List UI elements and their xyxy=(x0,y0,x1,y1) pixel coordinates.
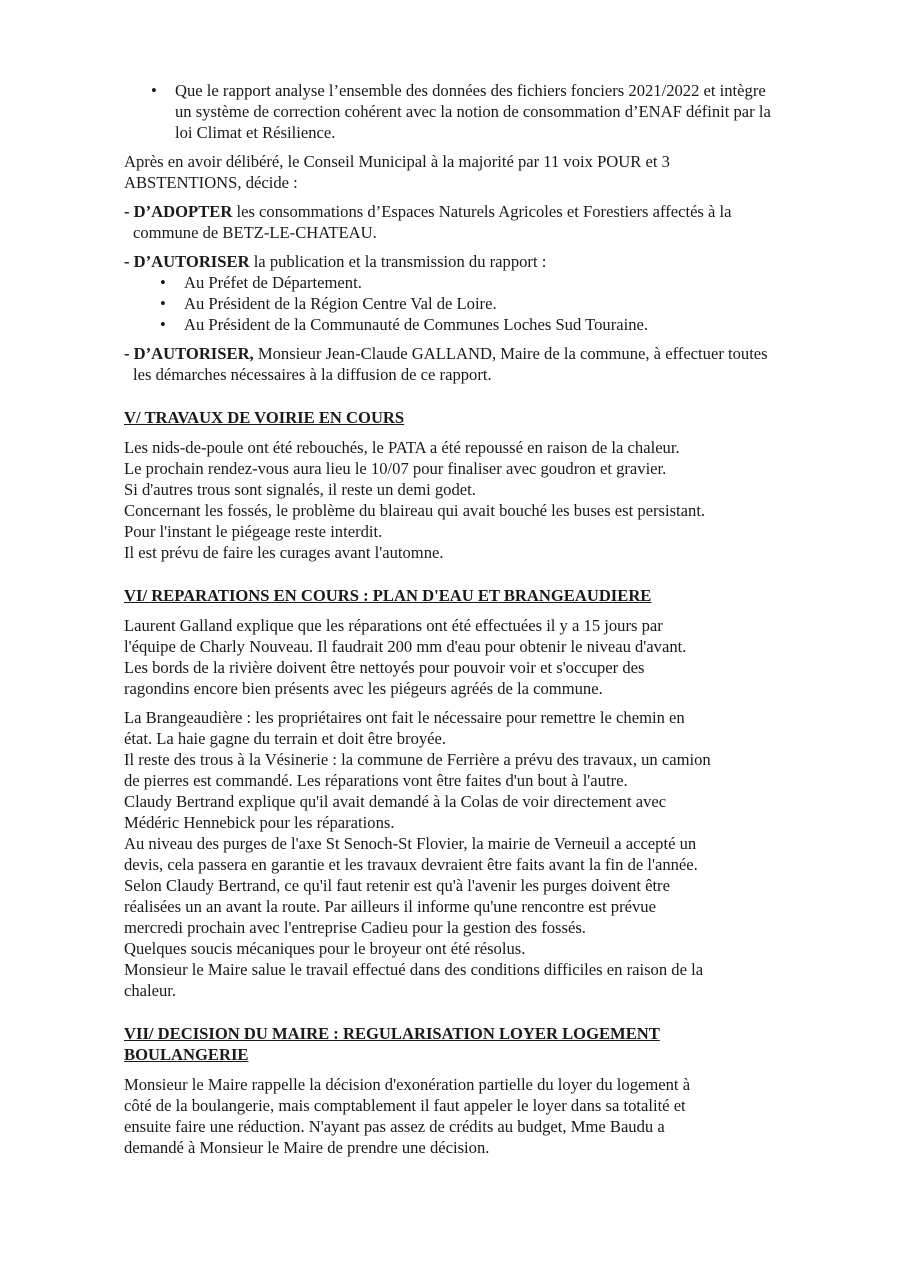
intro-bullet-item: • Que le rapport analyse l’ensemble des données des fichiers fonciers 2021/2022 et intègre un système de correction cohérent avec la notion de consommation d’ENAF définit par la loi Climat et Résilience. xyxy=(151,80,780,143)
recipient-item: • Au Président de la Région Centre Val de Loire. xyxy=(160,293,780,314)
section-reparations-para2 xyxy=(124,707,780,1001)
section-decision-maire-title-line2: BOULANGERIE xyxy=(124,1045,249,1064)
text-line: devis, cela passera en garantie et les travaux devraient être faits avant la fin de l'année. xyxy=(124,855,698,874)
section-voirie-body xyxy=(124,437,780,563)
section-voirie xyxy=(124,407,780,563)
text-line: de pierres est commandé. Les réparations vont être faites d'un bout à l'autre. xyxy=(124,771,628,790)
text-line: Quelques soucis mécaniques pour le broyeur ont été résolus. xyxy=(124,939,526,958)
section-decision-maire-title xyxy=(124,1023,780,1065)
text-line: Il est prévu de faire les curages avant l'automne. xyxy=(124,543,444,562)
decision-authorize-text: la publication et la transmission du rapport : xyxy=(249,252,547,271)
document-page xyxy=(124,80,780,1158)
text-line: Au niveau des purges de l'axe St Senoch-St Flovier, la mairie de Verneuil a accepté un xyxy=(124,834,697,853)
text-line: Le prochain rendez-vous aura lieu le 10/07 pour finaliser avec goudron et gravier. xyxy=(124,459,667,478)
text-line: l'équipe de Charly Nouveau. Il faudrait 200 mm d'eau pour obtenir le niveau d'avant. xyxy=(124,637,687,656)
text-line: demandé à Monsieur le Maire de prendre une décision. xyxy=(124,1138,490,1157)
decision-authorize-mayor-text: Monsieur Jean-Claude GALLAND, Maire de la commune, à effectuer toutes les démarches nécessaires à la diffusion de ce rapport. xyxy=(133,344,768,384)
deliberation-paragraph: Après en avoir délibéré, le Conseil Municipal à la majorité par 11 voix POUR et 3 ABSTENTIONS, décide : xyxy=(124,152,670,192)
text-line: Les nids-de-poule ont été rebouchés, le PATA a été repoussé en raison de la chaleur. xyxy=(124,438,680,457)
section-voirie-title: V/ TRAVAUX DE VOIRIE EN COURS xyxy=(124,408,405,427)
text-line: ragondins encore bien présents avec les piégeurs agréés de la commune. xyxy=(124,679,603,698)
text-line: Si d'autres trous sont signalés, il reste un demi godet. xyxy=(124,480,476,499)
text-line: Médéric Hennebick pour les réparations. xyxy=(124,813,395,832)
recipient-list xyxy=(133,272,780,335)
text-line: côté de la boulangerie, mais comptablement il faut appeler le loyer dans sa totalité et xyxy=(124,1096,686,1115)
text-line: Monsieur le Maire rappelle la décision d'exonération partielle du loyer du logement à xyxy=(124,1075,691,1094)
text-line: ensuite faire une réduction. N'ayant pas assez de crédits au budget, Mme Baudu a xyxy=(124,1117,665,1136)
section-decision-maire-title-line1: VII/ DECISION DU MAIRE : REGULARISATION LOYER LOGEMENT xyxy=(124,1024,660,1043)
decision-authorize-mayor xyxy=(124,343,780,385)
text-line: Il reste des trous à la Vésinerie : la commune de Ferrière a prévu des travaux, un camion xyxy=(124,750,711,769)
decision-adopt-prefix: - D’ADOPTER xyxy=(124,202,233,221)
section-reparations xyxy=(124,585,780,1001)
text-line: Laurent Galland explique que les réparations ont été effectuées il y a 15 jours par xyxy=(124,616,663,635)
recipient-item: • Au Préfet de Département. xyxy=(160,272,780,293)
decision-authorize-mayor-prefix: - D’AUTORISER, xyxy=(124,344,254,363)
text-line: mercredi prochain avec l'entreprise Cadieu pour la gestion des fossés. xyxy=(124,918,586,937)
text-line: état. La haie gagne du terrain et doit être broyée. xyxy=(124,729,447,748)
section-reparations-title: VI/ REPARATIONS EN COURS : PLAN D'EAU ET BRANGEAUDIERE xyxy=(124,586,652,605)
text-line: La Brangeaudière : les propriétaires ont fait le nécessaire pour remettre le chemin en xyxy=(124,708,685,727)
decision-adopt xyxy=(124,201,780,243)
section-decision-maire-body xyxy=(124,1074,780,1158)
text-line: chaleur. xyxy=(124,981,177,1000)
text-line: Concernant les fossés, le problème du blaireau qui avait bouché les buses est persistant. xyxy=(124,501,706,520)
text-line: Selon Claudy Bertrand, ce qu'il faut retenir est qu'à l'avenir les purges doivent être xyxy=(124,876,670,895)
decision-authorize-publication xyxy=(124,251,780,335)
section-reparations-para1 xyxy=(124,615,780,699)
decision-adopt-text: les consommations d’Espaces Naturels Agricoles et Forestiers affectés à la commune de BETZ-LE-CHATEAU. xyxy=(133,202,732,242)
section-decision-maire xyxy=(124,1023,780,1158)
text-line: Pour l'instant le piégeage reste interdit. xyxy=(124,522,383,541)
text-line: Monsieur le Maire salue le travail effectué dans des conditions difficiles en raison de la xyxy=(124,960,704,979)
text-line: réalisées un an avant la route. Par ailleurs il informe qu'une rencontre est prévue xyxy=(124,897,656,916)
text-line: Claudy Bertrand explique qu'il avait demandé à la Colas de voir directement avec xyxy=(124,792,667,811)
text-line: Les bords de la rivière doivent être nettoyés pour pouvoir voir et s'occuper des xyxy=(124,658,645,677)
intro-bullet-list xyxy=(124,80,780,143)
decision-authorize-prefix: - D’AUTORISER xyxy=(124,252,250,271)
recipient-item: • Au Président de la Communauté de Communes Loches Sud Touraine. xyxy=(160,314,780,335)
